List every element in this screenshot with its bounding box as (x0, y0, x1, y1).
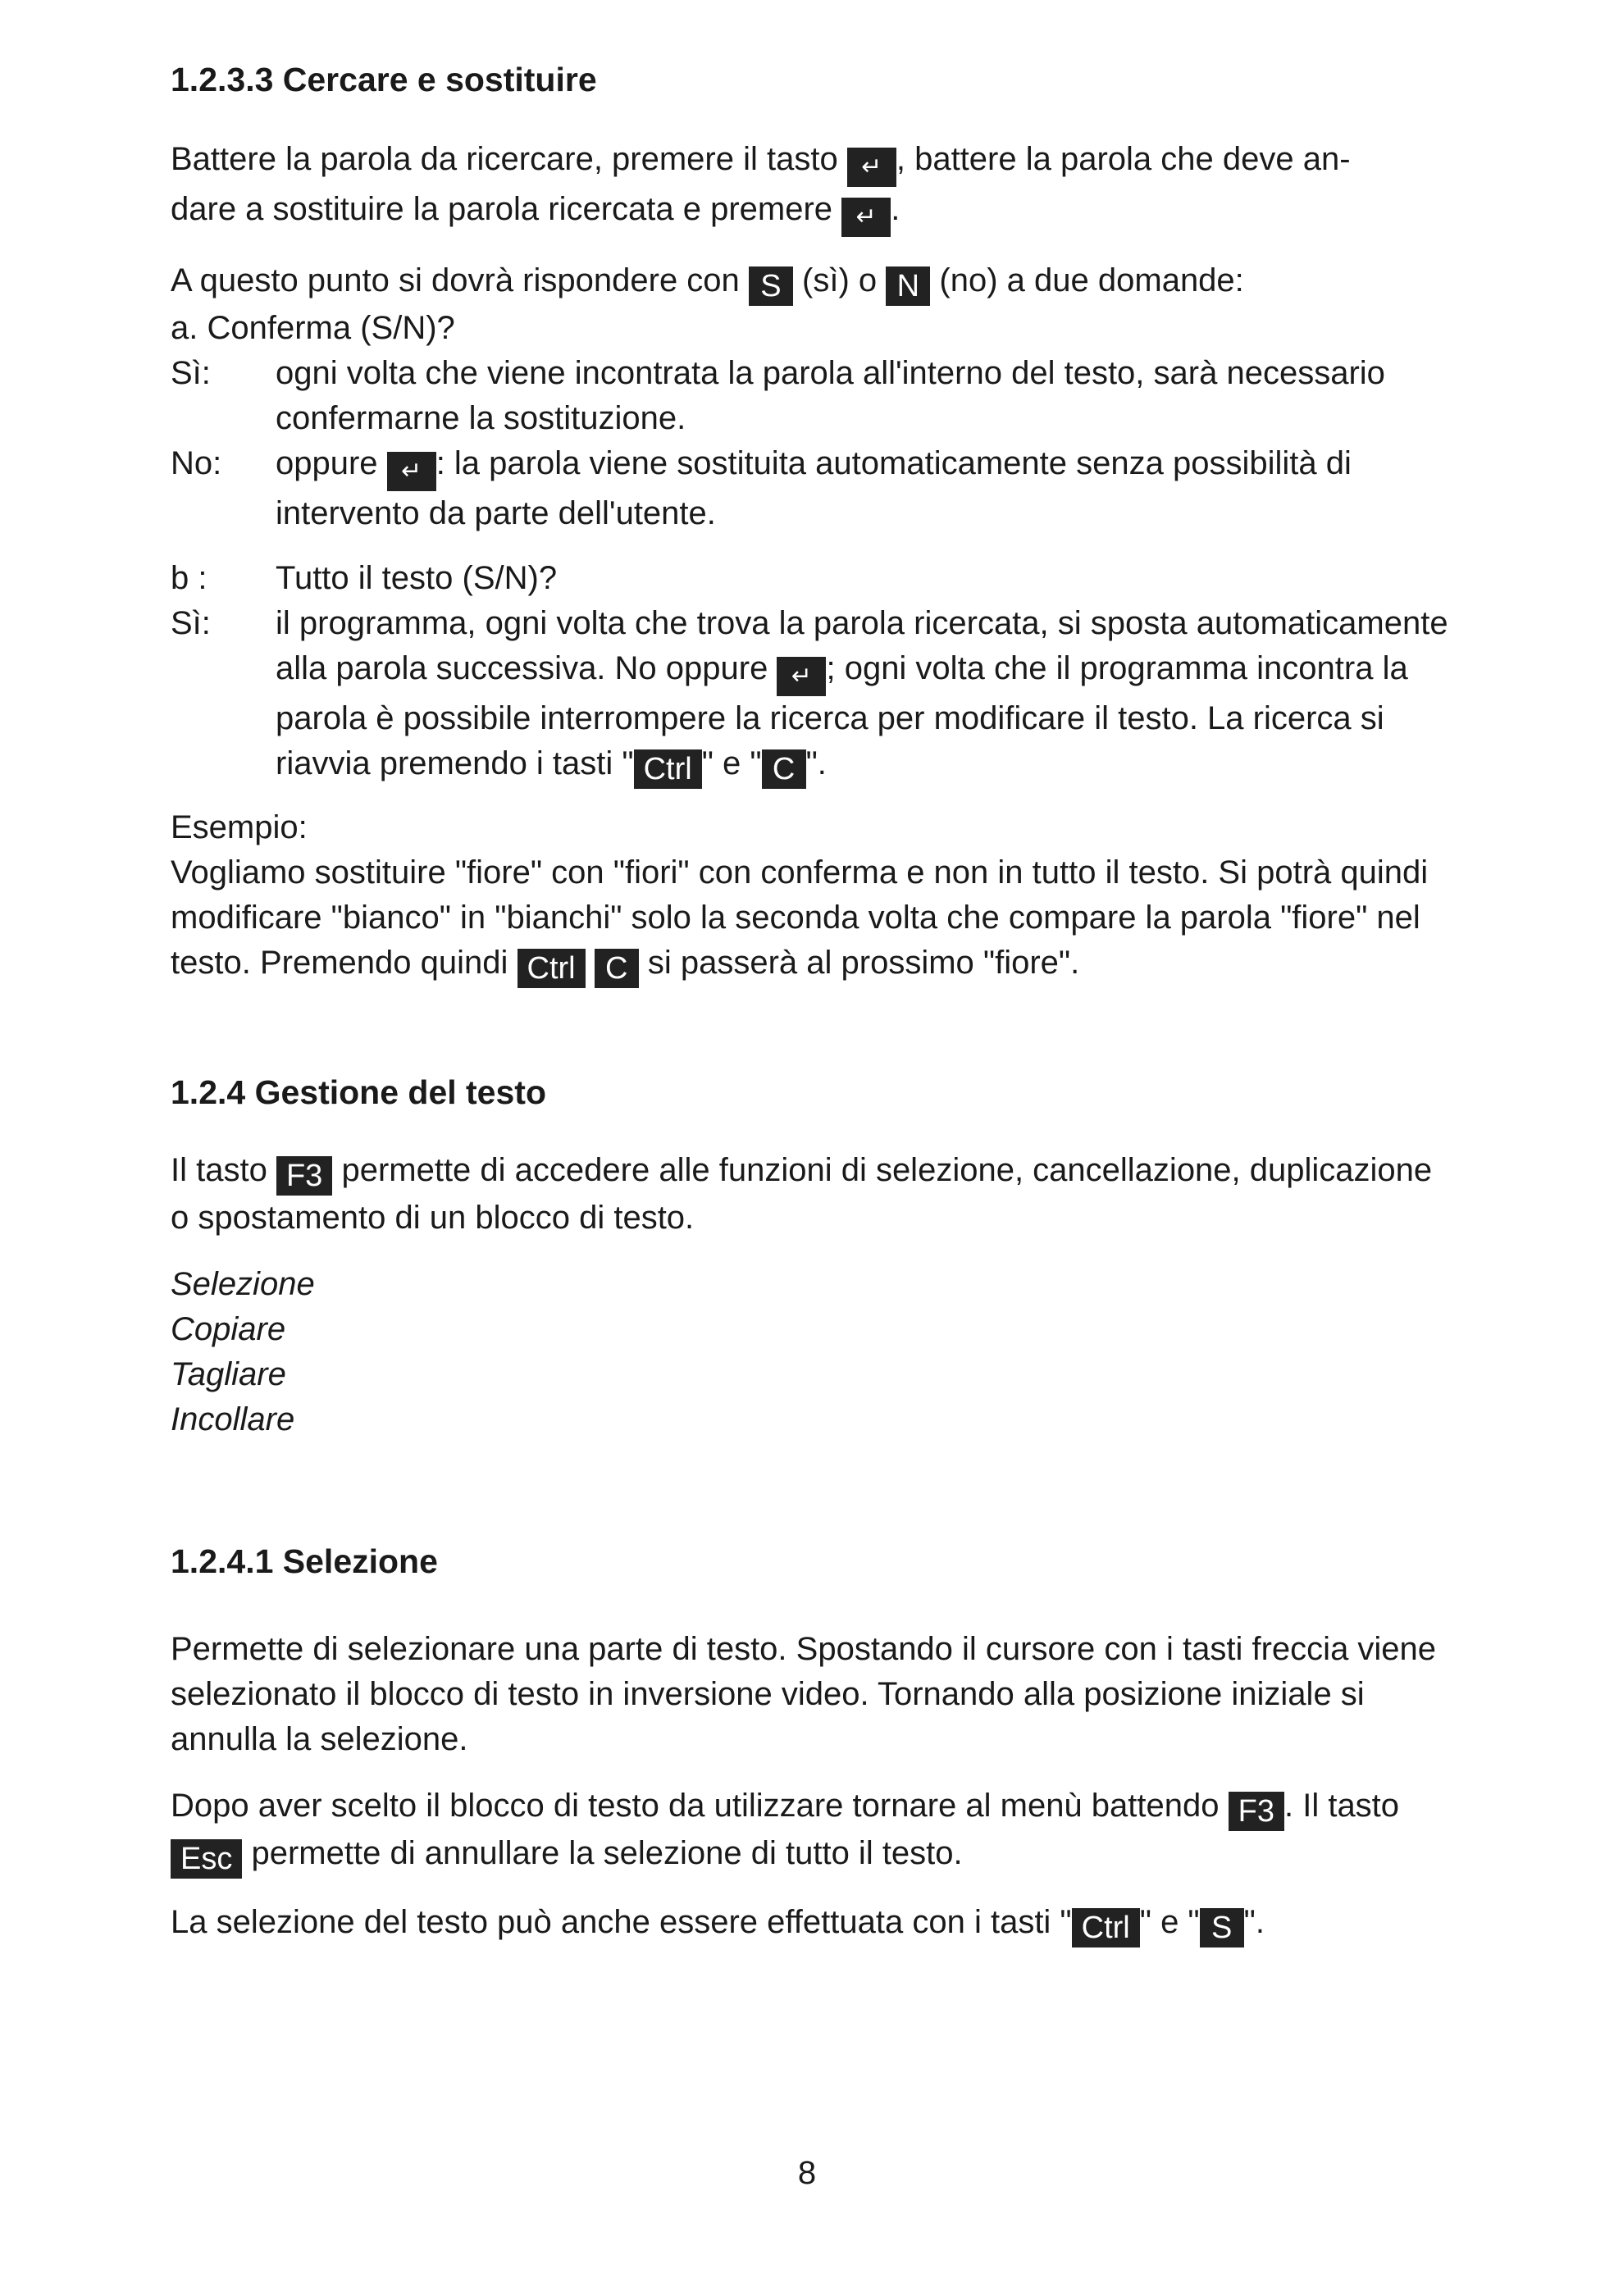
s-key-icon: S (1200, 1908, 1244, 1947)
page-number: 8 (797, 2155, 817, 2191)
f3-key-icon: F3 (276, 1156, 332, 1196)
ctrl-key-icon: Ctrl (634, 749, 702, 789)
heading-search-replace: 1.2.3.3 Cercare e sostituire (171, 61, 597, 98)
definition-no: No: oppure ↵ : la parola viene sostituita automaticamente senza possibilità di intervento da parte dell'utente. (171, 445, 1352, 531)
paragraph-selection-shortcut: La selezione del testo può anche essere effettuata con i tasti " Ctrl " e " S ". (171, 1900, 1450, 1947)
paragraph-questions: A questo punto si dovrà rispondere con S (sì) o N (no) a due domande: (171, 258, 1450, 306)
enter-key-icon: ↵ (777, 657, 826, 696)
esc-key-icon: Esc (171, 1839, 242, 1879)
s-key-icon: S (749, 266, 793, 306)
n-key-icon: N (886, 266, 930, 306)
question-a: a. Conferma (S/N)? (171, 310, 455, 346)
ctrl-key-icon: Ctrl (1072, 1908, 1140, 1947)
list-item: Incollare (171, 1401, 295, 1437)
c-key-icon: C (595, 949, 639, 988)
question-b: b : Tutto il testo (S/N)? (171, 560, 558, 596)
c-key-icon: C (762, 749, 806, 789)
ctrl-key-icon: Ctrl (517, 949, 586, 988)
definition-si-2: Sì: il programma, ogni volta che trova la parola ricercata, si sposta automaticamente alla parola successiva. No oppure ↵ ; ogni volta che il programma incontra la parola è possibile interrompere la ricerca per modificare il testo. La ricerca si riavvia premendo i tasti " Ctrl " e " C ". (171, 601, 1450, 789)
function-list (171, 1262, 1450, 1442)
list-item: Selezione (171, 1266, 315, 1302)
heading-selection: 1.2.4.1 Selezione (171, 1542, 438, 1580)
enter-key-icon: ↵ (841, 198, 891, 237)
heading-text-management: 1.2.4 Gestione del testo (171, 1073, 546, 1111)
definition-si: Sì: ogni volta che viene incontrata la parola all'interno del testo, sarà necessario confermarne la sostituzione. (171, 355, 1385, 436)
paragraph-selection-menu: Dopo aver scelto il blocco di testo da utilizzare tornare al menù battendo F3 . Il tasto Esc permette di annullare la selezione di tutto il testo. (171, 1784, 1450, 1879)
enter-key-icon: ↵ (387, 452, 436, 491)
paragraph-f3-intro: Il tasto F3 permette di accedere alle funzioni di selezione, cancellazione, duplicazione o spostamento di un blocco di testo. (171, 1152, 1433, 1236)
paragraph-search-instructions: Battere la parola da ricercare, premere il tasto ↵ , battere la parola che deve an- dare a sostituire la parola ricercata e premere ↵ . (171, 137, 1450, 237)
example-label: Esempio: (171, 809, 308, 845)
example-text: Vogliamo sostituire "fiore" con "fiori" con conferma e non in tutto il testo. Si potrà quindi modificare "bianco" in "bianchi" solo la seconda volta che compare la parola "fiore" nel testo. Premendo quindi Ctrl C si passerà al prossimo "fiore". (171, 850, 1450, 988)
list-item: Copiare (171, 1311, 286, 1347)
list-item: Tagliare (171, 1356, 286, 1392)
paragraph-selection-intro: Permette di selezionare una parte di testo. Spostando il cursore con i tasti freccia viene selezionato il blocco di testo in inversione video. Tornando alla posizione iniziale si annulla la selezione. (171, 1631, 1437, 1757)
page-content (171, 57, 1450, 1947)
enter-key-icon: ↵ (847, 148, 896, 187)
f3-key-icon: F3 (1229, 1792, 1284, 1831)
